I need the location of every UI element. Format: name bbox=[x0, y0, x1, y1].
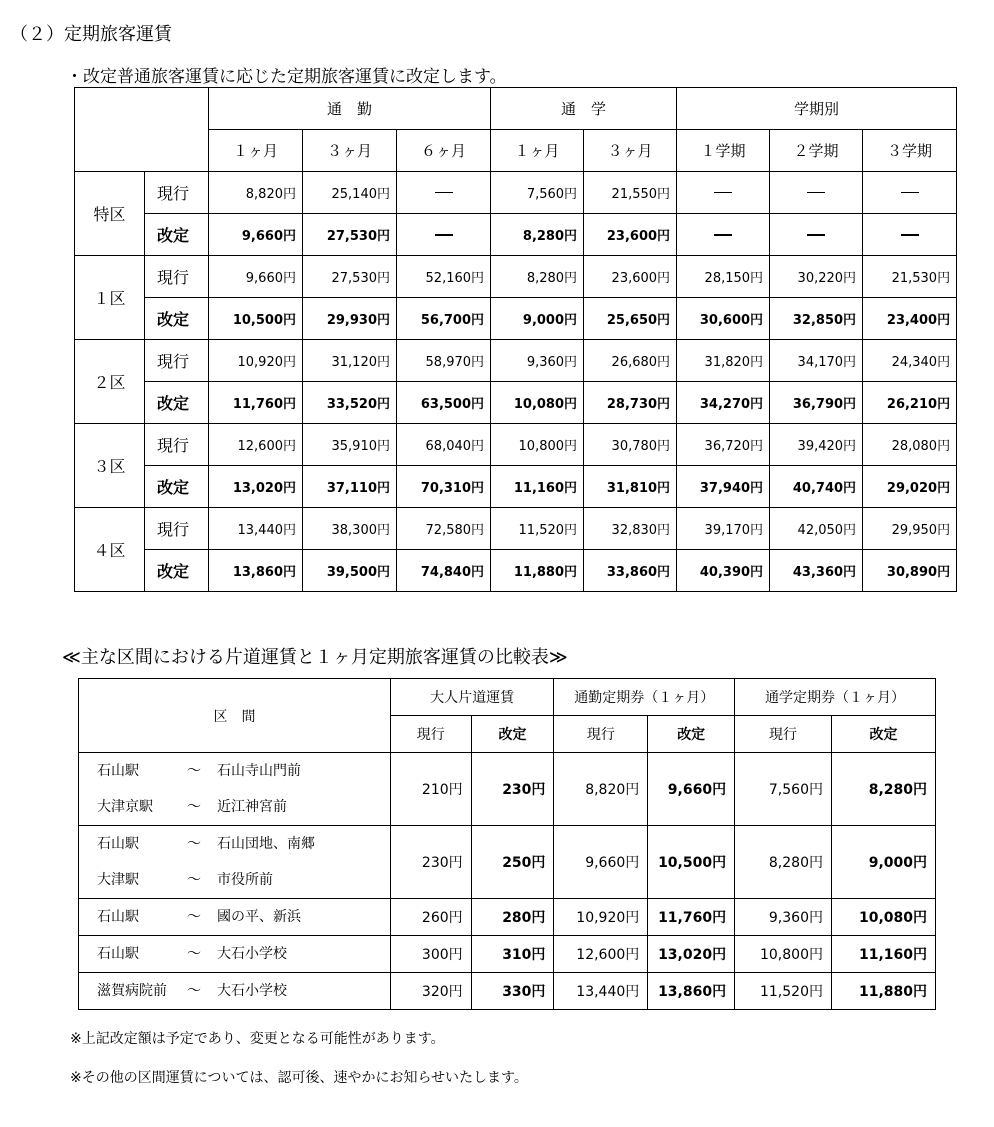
current-fare: 10,800円 bbox=[735, 936, 832, 973]
period-header: ２学期 bbox=[770, 130, 863, 172]
fare-value: 72,580円 bbox=[397, 508, 491, 550]
fare-value: 40,740円 bbox=[770, 466, 863, 508]
fare-value: 8,820円 bbox=[209, 172, 303, 214]
route-tilde: ～ bbox=[187, 983, 201, 999]
fare-value: 31,820円 bbox=[677, 340, 770, 382]
route-cell bbox=[79, 899, 391, 936]
fare-value: 31,120円 bbox=[303, 340, 397, 382]
fare-value: 26,680円 bbox=[584, 340, 677, 382]
zone-label: １区 bbox=[75, 256, 145, 340]
period-header: ６ヶ月 bbox=[397, 130, 491, 172]
fare-value bbox=[677, 214, 770, 256]
route-line bbox=[97, 753, 390, 789]
comparison-row bbox=[79, 936, 936, 973]
fare-value bbox=[770, 214, 863, 256]
fare-value: 31,810円 bbox=[584, 466, 677, 508]
school-pass-header: 通学定期券（１ヶ月） bbox=[735, 679, 936, 716]
current-label: 現行 bbox=[145, 508, 209, 550]
revised-subheader: 改定 bbox=[648, 716, 735, 753]
fare-value: 7,560円 bbox=[491, 172, 584, 214]
adult-oneway-header: 大人片道運賃 bbox=[390, 679, 554, 716]
current-fare: 320円 bbox=[390, 973, 471, 1010]
commuter-pass-fare-table bbox=[74, 87, 957, 592]
current-label: 現行 bbox=[145, 256, 209, 298]
zone-label: 特区 bbox=[75, 172, 145, 256]
fare-value: 28,080円 bbox=[863, 424, 957, 466]
fare-value: 11,880円 bbox=[491, 550, 584, 592]
fare-value: 68,040円 bbox=[397, 424, 491, 466]
fare-value: 30,600円 bbox=[677, 298, 770, 340]
route-cell bbox=[79, 936, 391, 973]
fare-value: 33,860円 bbox=[584, 550, 677, 592]
route-from: 大津京駅 bbox=[97, 799, 153, 815]
period-header: １ヶ月 bbox=[491, 130, 584, 172]
fare-value: 27,530円 bbox=[303, 214, 397, 256]
current-fare: 13,440円 bbox=[554, 973, 648, 1010]
fare-value: 30,780円 bbox=[584, 424, 677, 466]
current-fare: 210円 bbox=[390, 753, 471, 826]
fare-value: 13,020円 bbox=[209, 466, 303, 508]
fare-value: 28,150円 bbox=[677, 256, 770, 298]
fare-value: 32,850円 bbox=[770, 298, 863, 340]
fare-value: 70,310円 bbox=[397, 466, 491, 508]
group-school: 通 学 bbox=[491, 88, 677, 130]
fare-value: 27,530円 bbox=[303, 256, 397, 298]
route-tilde: ～ bbox=[187, 763, 201, 779]
comparison-row bbox=[79, 899, 936, 936]
section-header: 区 間 bbox=[79, 679, 391, 753]
fare-value: 25,140円 bbox=[303, 172, 397, 214]
fare-value: 40,390円 bbox=[677, 550, 770, 592]
fare-row-current bbox=[75, 424, 957, 466]
fare-value bbox=[863, 172, 957, 214]
route-cell bbox=[79, 753, 391, 826]
fare-row-revised bbox=[75, 382, 957, 424]
route-line bbox=[97, 789, 390, 825]
current-fare: 9,660円 bbox=[554, 826, 648, 899]
not-applicable-dash bbox=[435, 234, 453, 236]
footnote-2: ※その他の区間運賃については、認可後、速やかにお知らせいたします。 bbox=[70, 1070, 528, 1086]
route-from: 石山駅 bbox=[97, 763, 139, 779]
not-applicable-dash bbox=[807, 234, 825, 236]
fare-value: 8,280円 bbox=[491, 214, 584, 256]
revised-label: 改定 bbox=[145, 382, 209, 424]
current-fare: 10,920円 bbox=[554, 899, 648, 936]
route-line bbox=[97, 862, 390, 898]
comparison-row bbox=[79, 753, 936, 826]
fare-row-current bbox=[75, 340, 957, 382]
zone-label: ４区 bbox=[75, 508, 145, 592]
route-line bbox=[97, 826, 390, 862]
fare-value: 10,800円 bbox=[491, 424, 584, 466]
route-from: 石山駅 bbox=[97, 909, 139, 925]
fare-value: 9,360円 bbox=[491, 340, 584, 382]
fare-value: 37,940円 bbox=[677, 466, 770, 508]
revised-fare: 9,660円 bbox=[648, 753, 735, 826]
comparison-table bbox=[78, 678, 936, 1010]
fare-value: 12,600円 bbox=[209, 424, 303, 466]
fare-row-revised bbox=[75, 466, 957, 508]
period-header: ３ヶ月 bbox=[584, 130, 677, 172]
fare-value: 8,280円 bbox=[491, 256, 584, 298]
fare-value: 34,170円 bbox=[770, 340, 863, 382]
not-applicable-dash bbox=[807, 192, 825, 193]
fare-row-revised bbox=[75, 298, 957, 340]
fare-value: 33,520円 bbox=[303, 382, 397, 424]
fare-value: 9,660円 bbox=[209, 214, 303, 256]
route-cell bbox=[79, 826, 391, 899]
section-heading: （２）定期旅客運賃 bbox=[10, 24, 172, 45]
route-from: 滋賀病院前 bbox=[97, 983, 167, 999]
fare-value bbox=[863, 214, 957, 256]
fare-value: 10,080円 bbox=[491, 382, 584, 424]
revised-fare: 330円 bbox=[471, 973, 554, 1010]
fare-value: 23,400円 bbox=[863, 298, 957, 340]
current-subheader: 現行 bbox=[735, 716, 832, 753]
fare-value bbox=[770, 172, 863, 214]
current-fare: 7,560円 bbox=[735, 753, 832, 826]
fare-value bbox=[677, 172, 770, 214]
revised-fare: 13,020円 bbox=[648, 936, 735, 973]
fare-value: 13,440円 bbox=[209, 508, 303, 550]
revised-fare: 9,000円 bbox=[831, 826, 935, 899]
revised-fare: 10,080円 bbox=[831, 899, 935, 936]
current-subheader: 現行 bbox=[390, 716, 471, 753]
comparison-caption: ≪主な区間における片道運賃と１ヶ月定期旅客運賃の比較表≫ bbox=[62, 647, 568, 668]
fare-value: 34,270円 bbox=[677, 382, 770, 424]
commute-pass-header: 通勤定期券（１ヶ月） bbox=[554, 679, 735, 716]
fare-value: 39,170円 bbox=[677, 508, 770, 550]
fare-value: 39,500円 bbox=[303, 550, 397, 592]
revised-fare: 8,280円 bbox=[831, 753, 935, 826]
route-tilde: ～ bbox=[187, 836, 201, 852]
route-cell bbox=[79, 973, 391, 1010]
current-fare: 230円 bbox=[390, 826, 471, 899]
fare-value: 21,550円 bbox=[584, 172, 677, 214]
fare-value bbox=[397, 214, 491, 256]
revised-fare: 13,860円 bbox=[648, 973, 735, 1010]
fare-value: 29,950円 bbox=[863, 508, 957, 550]
revised-fare: 10,500円 bbox=[648, 826, 735, 899]
current-fare: 300円 bbox=[390, 936, 471, 973]
revised-fare: 230円 bbox=[471, 753, 554, 826]
fare-value: 29,930円 bbox=[303, 298, 397, 340]
fare-value: 43,360円 bbox=[770, 550, 863, 592]
fare-value: 25,650円 bbox=[584, 298, 677, 340]
fare-value: 38,300円 bbox=[303, 508, 397, 550]
revised-fare: 310円 bbox=[471, 936, 554, 973]
fare-value: 30,890円 bbox=[863, 550, 957, 592]
route-to: 市役所前 bbox=[217, 872, 273, 888]
revised-subheader: 改定 bbox=[831, 716, 935, 753]
fare-value: 11,760円 bbox=[209, 382, 303, 424]
period-header: ３ヶ月 bbox=[303, 130, 397, 172]
revised-fare: 250円 bbox=[471, 826, 554, 899]
current-label: 現行 bbox=[145, 424, 209, 466]
fare-value: 56,700円 bbox=[397, 298, 491, 340]
fare-value: 30,220円 bbox=[770, 256, 863, 298]
route-to: 石山団地、南郷 bbox=[217, 836, 315, 852]
fare-value: 74,840円 bbox=[397, 550, 491, 592]
fare-value: 21,530円 bbox=[863, 256, 957, 298]
route-from: 石山駅 bbox=[97, 836, 139, 852]
fare-value: 37,110円 bbox=[303, 466, 397, 508]
fare-value: 36,790円 bbox=[770, 382, 863, 424]
fare-row-current bbox=[75, 256, 957, 298]
current-subheader: 現行 bbox=[554, 716, 648, 753]
fare-value: 9,660円 bbox=[209, 256, 303, 298]
fare-value: 23,600円 bbox=[584, 214, 677, 256]
route-tilde: ～ bbox=[187, 872, 201, 888]
fare-value: 39,420円 bbox=[770, 424, 863, 466]
section-subnote: ・改定普通旅客運賃に応じた定期旅客運賃に改定します。 bbox=[66, 67, 507, 87]
revised-label: 改定 bbox=[145, 214, 209, 256]
fare-value: 23,600円 bbox=[584, 256, 677, 298]
revised-fare: 11,160円 bbox=[831, 936, 935, 973]
period-header: １ヶ月 bbox=[209, 130, 303, 172]
fare-value: 10,500円 bbox=[209, 298, 303, 340]
current-fare: 8,280円 bbox=[735, 826, 832, 899]
fare-value: 26,210円 bbox=[863, 382, 957, 424]
route-tilde: ～ bbox=[187, 909, 201, 925]
route-to: 近江神宮前 bbox=[217, 799, 287, 815]
fare-value: 11,520円 bbox=[491, 508, 584, 550]
route-to: 大石小学校 bbox=[217, 983, 287, 999]
current-label: 現行 bbox=[145, 340, 209, 382]
fare-value: 28,730円 bbox=[584, 382, 677, 424]
route-tilde: ～ bbox=[187, 946, 201, 962]
fare-value: 29,020円 bbox=[863, 466, 957, 508]
fare-value: 36,720円 bbox=[677, 424, 770, 466]
period-header: ３学期 bbox=[863, 130, 957, 172]
not-applicable-dash bbox=[901, 192, 919, 193]
fare-row-current bbox=[75, 172, 957, 214]
fare-value: 32,830円 bbox=[584, 508, 677, 550]
fare-value bbox=[397, 172, 491, 214]
fare-value: 63,500円 bbox=[397, 382, 491, 424]
route-from: 石山駅 bbox=[97, 946, 139, 962]
not-applicable-dash bbox=[435, 192, 453, 193]
revised-fare: 280円 bbox=[471, 899, 554, 936]
group-commute: 通 勤 bbox=[209, 88, 491, 130]
revised-subheader: 改定 bbox=[471, 716, 554, 753]
current-fare: 260円 bbox=[390, 899, 471, 936]
not-applicable-dash bbox=[714, 192, 732, 193]
fare-row-revised bbox=[75, 550, 957, 592]
route-to: 石山寺山門前 bbox=[217, 763, 301, 779]
fare-value: 42,050円 bbox=[770, 508, 863, 550]
fare-value: 13,860円 bbox=[209, 550, 303, 592]
current-label: 現行 bbox=[145, 172, 209, 214]
fare-value: 9,000円 bbox=[491, 298, 584, 340]
not-applicable-dash bbox=[901, 234, 919, 236]
route-to: 大石小学校 bbox=[217, 946, 287, 962]
route-line bbox=[97, 899, 390, 935]
group-term: 学期別 bbox=[677, 88, 957, 130]
route-line bbox=[97, 973, 390, 1009]
current-fare: 12,600円 bbox=[554, 936, 648, 973]
fare-value: 10,920円 bbox=[209, 340, 303, 382]
fare-row-current bbox=[75, 508, 957, 550]
fare-value: 35,910円 bbox=[303, 424, 397, 466]
fare-value: 52,160円 bbox=[397, 256, 491, 298]
current-fare: 9,360円 bbox=[735, 899, 832, 936]
route-line bbox=[97, 936, 390, 972]
fare-value: 58,970円 bbox=[397, 340, 491, 382]
route-from: 大津駅 bbox=[97, 872, 139, 888]
zone-label: ３区 bbox=[75, 424, 145, 508]
current-fare: 11,520円 bbox=[735, 973, 832, 1010]
revised-label: 改定 bbox=[145, 466, 209, 508]
not-applicable-dash bbox=[714, 234, 732, 236]
fare-value: 24,340円 bbox=[863, 340, 957, 382]
current-fare: 8,820円 bbox=[554, 753, 648, 826]
revised-fare: 11,880円 bbox=[831, 973, 935, 1010]
footnote-1: ※上記改定額は予定であり、変更となる可能性があります。 bbox=[70, 1031, 445, 1047]
comparison-row bbox=[79, 826, 936, 899]
zone-label: ２区 bbox=[75, 340, 145, 424]
corner-cell bbox=[75, 88, 209, 172]
route-tilde: ～ bbox=[187, 799, 201, 815]
period-header: １学期 bbox=[677, 130, 770, 172]
route-to: 國の平、新浜 bbox=[217, 909, 301, 925]
comparison-row bbox=[79, 973, 936, 1010]
revised-label: 改定 bbox=[145, 298, 209, 340]
fare-value: 11,160円 bbox=[491, 466, 584, 508]
revised-label: 改定 bbox=[145, 550, 209, 592]
fare-row-revised bbox=[75, 214, 957, 256]
revised-fare: 11,760円 bbox=[648, 899, 735, 936]
